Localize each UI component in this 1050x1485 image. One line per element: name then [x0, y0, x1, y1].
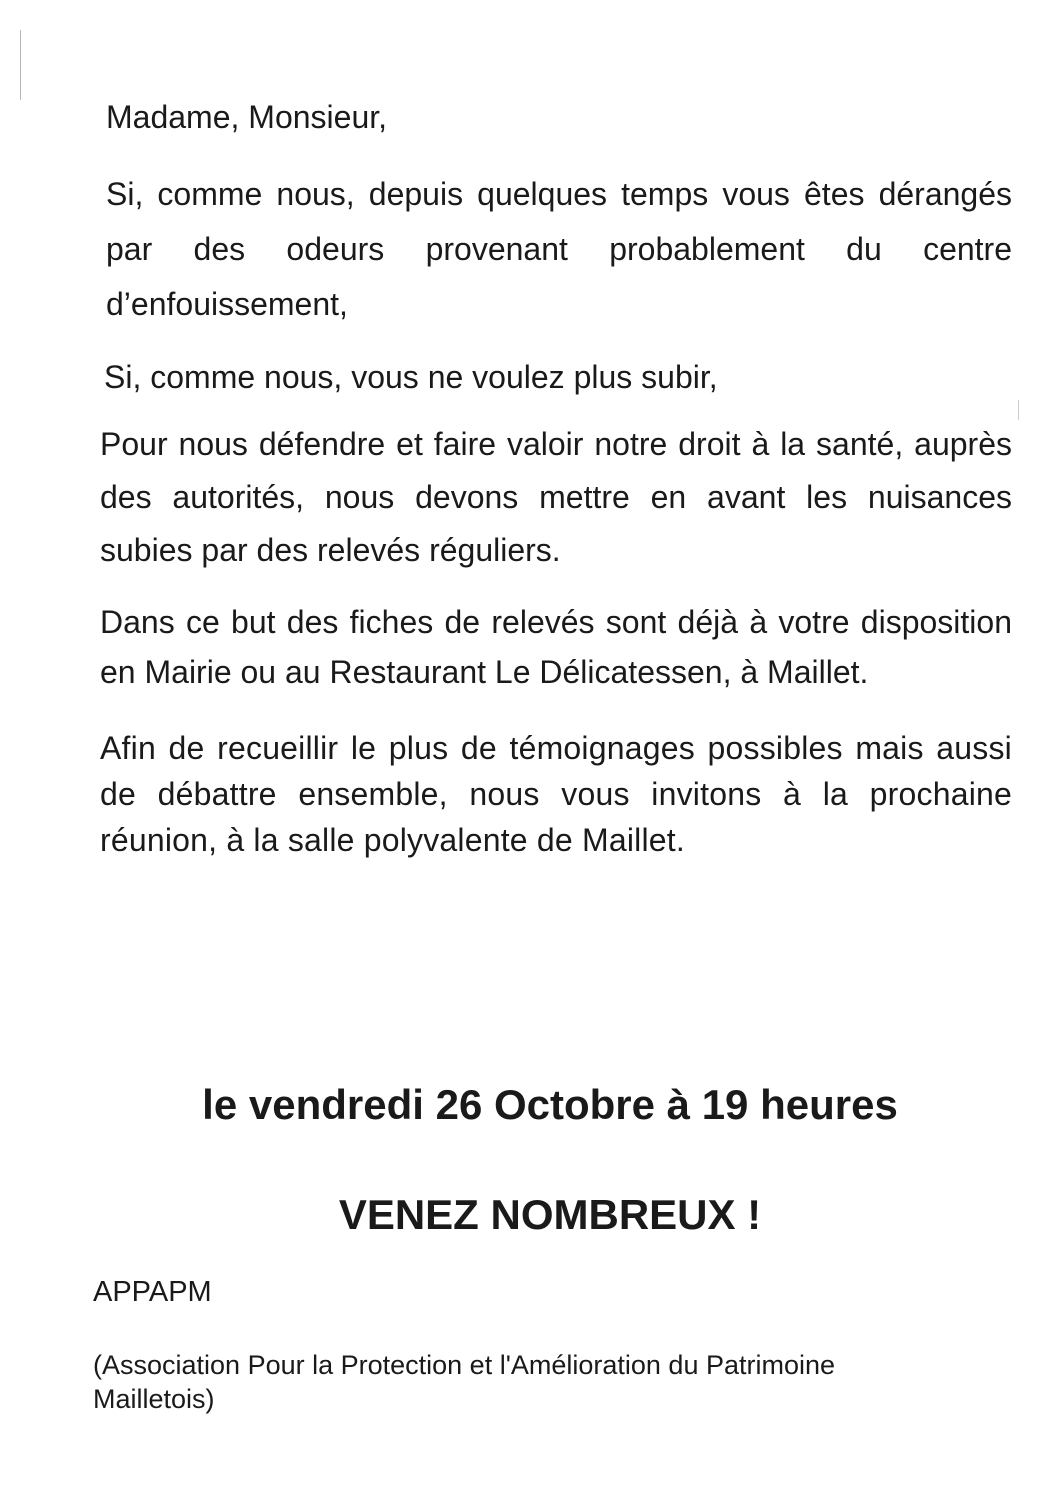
letter-body: [100, 95, 1012, 863]
paragraph-report-sheets: Dans ce but des fiches de relevés sont déjà à votre disposition en Mairie ou au Restaurant Le Délicatessen, à Maillet.: [100, 604, 1012, 690]
call-to-action: VENEZ NOMBREUX !: [338, 1191, 762, 1238]
paragraph-no-more: Si, comme nous, vous ne voulez plus subir,: [104, 359, 718, 395]
organization-full-name: (Association Pour la Protection et l'Amélioration du Patrimoine Mailletois): [93, 1350, 836, 1414]
scan-edge-mark: [20, 30, 21, 100]
paragraph-defend-rights: Pour nous défendre et faire valoir notre droit à la santé, auprès des autorités, nous devons mettre en avant les nuisances subies par des relevés réguliers.: [100, 426, 1012, 568]
scan-edge-mark-right: [1018, 400, 1019, 420]
meeting-date: le vendredi 26 Octobre à 19 heures: [202, 1081, 898, 1128]
paragraph-odours: Si, comme nous, depuis quelques temps vous êtes dérangés par des odeurs provenant probablement du centre d’enfouissement,: [106, 176, 1012, 322]
paragraph-meeting-invitation: Afin de recueillir le plus de témoignages possibles mais aussi de débattre ensemble, nous vous invitons à la prochaine réunion, à la salle polyvalente de Maillet.: [100, 730, 1012, 858]
organization-acronym: APPAPM: [93, 1276, 212, 1308]
salutation: Madame, Monsieur,: [106, 99, 388, 135]
